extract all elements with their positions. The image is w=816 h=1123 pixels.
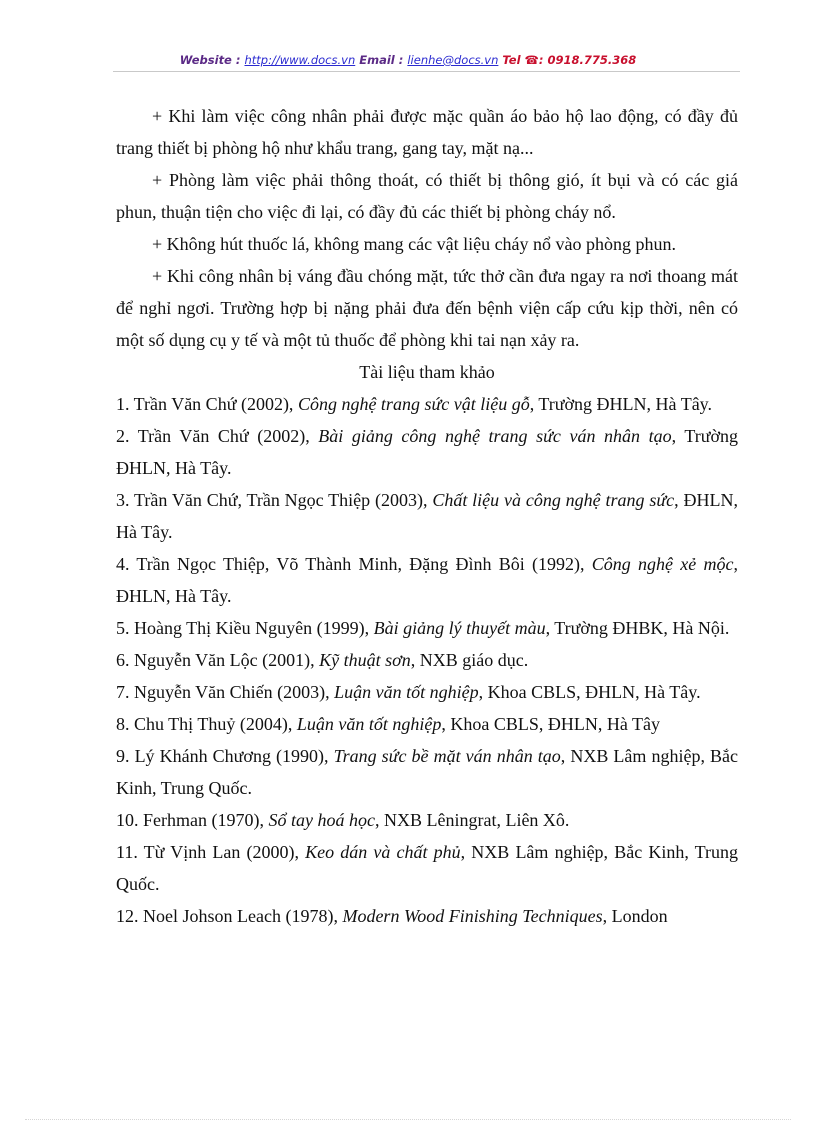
website-link[interactable]: http://www.docs.vn [244,53,356,67]
paragraph: + Khi công nhân bị váng đầu chóng mặt, tức thở cần đưa ngay ra nơi thoang mát để nghỉ ngơi. Trường hợp bị nặng phải đưa đến bệnh viện cấp cứu kịp thời, nên có một số dụng cụ y tế và một tủ thuốc để phòng khi tai nạn xảy ra. [116,266,738,350]
phone-icon: ☎ [524,53,539,67]
reference-publisher: , NXB giáo dục. [410,650,529,670]
tel-number: : 0918.775.368 [538,53,637,67]
reference-publisher: , NXB Lâm nghiệp, Bắc Kinh, Trung Quốc. [116,842,738,894]
references-heading: Tài liệu tham khảo [359,362,495,382]
reference-title: Chất liệu và công nghệ trang sức [432,490,675,510]
reference-item [116,644,738,676]
reference-author: 1. Trần Văn Chứ (2002), [116,394,298,414]
reference-item [116,388,738,420]
reference-publisher: , Khoa CBLS, ĐHLN, Hà Tây [441,714,660,734]
page-header [0,53,816,67]
reference-author: 2. Trần Văn Chứ (2002), [116,426,319,446]
reference-title: Sổ tay hoá học [268,810,375,830]
reference-publisher: , NXB Lâm nghiệp, Bắc Kinh, Trung Quốc. [116,746,738,798]
reference-title: Kỹ thuật sơn [319,650,411,670]
reference-author: 11. Từ Vịnh Lan (2000), [116,842,306,862]
reference-publisher: , Khoa CBLS, ĐHLN, Hà Tây. [478,682,701,702]
header-divider [113,71,740,72]
reference-item [116,900,738,932]
paragraph: + Khi làm việc công nhân phải được mặc quần áo bảo hộ lao động, có đầy đủ trang thiết bị phòng hộ như khẩu trang, gang tay, mặt nạ... [116,106,738,158]
reference-item [116,612,738,644]
reference-author: 4. Trần Ngọc Thiệp, Võ Thành Minh, Đặng Đình Bôi (1992), [116,554,592,574]
reference-author: 5. Hoàng Thị Kiều Nguyên (1999), [116,618,374,638]
reference-title: Keo dán và chất phủ [305,842,461,862]
reference-author: 6. Nguyễn Văn Lộc (2001), [116,650,320,670]
reference-publisher: , NXB Lêningrat, Liên Xô. [374,810,570,830]
reference-item [116,804,738,836]
reference-author: 10. Ferhman (1970), [116,810,269,830]
reference-item [116,708,738,740]
reference-title: Modern Wood Finishing Techniques [342,906,603,926]
reference-title: Bài giảng lý thuyết màu [373,618,546,638]
reference-item [116,548,738,612]
paragraph: + Không hút thuốc lá, không mang các vật liệu cháy nổ vào phòng phun. [152,234,677,254]
reference-publisher: , Trường ĐHLN, Hà Tây. [529,394,713,414]
reference-author: 12. Noel Johson Leach (1978), [116,906,343,926]
reference-publisher: , Trường ĐHLN, Hà Tây. [116,426,738,478]
reference-author: 3. Trần Văn Chứ, Trần Ngọc Thiệp (2003), [116,490,433,510]
reference-title: Công nghệ trang sức vật liệu gỗ [297,394,530,414]
reference-item [116,836,738,900]
reference-title: Luận văn tốt nghiệp [334,682,479,702]
reference-title: Luận văn tốt nghiệp [296,714,442,734]
reference-publisher: , London [602,906,668,926]
reference-item [116,420,738,484]
reference-item [116,676,738,708]
reference-author: 7. Nguyễn Văn Chiến (2003), [116,682,335,702]
email-link[interactable]: lienhe@docs.vn [407,53,499,67]
reference-title: Công nghệ xẻ mộc [591,554,734,574]
website-label: Website : [179,53,245,67]
footer-divider [25,1119,791,1120]
reference-author: 9. Lý Khánh Chương (1990), [116,746,334,766]
reference-publisher: , ĐHLN, Hà Tây. [116,490,738,542]
email-label: Email : [359,53,408,67]
reference-item [116,740,738,804]
tel-label: Tel [502,53,525,67]
reference-item [116,484,738,548]
reference-author: 8. Chu Thị Thuỷ (2004), [116,714,297,734]
reference-publisher: , Trường ĐHBK, Hà Nội. [545,618,730,638]
reference-title: Bài giảng công nghệ trang sức ván nhân tạo [318,426,672,446]
reference-publisher: , ĐHLN, Hà Tây. [116,554,738,606]
paragraph: + Phòng làm việc phải thông thoát, có thiết bị thông gió, ít bụi và có các giá phun, thuận tiện cho việc đi lại, có đầy đủ các thiết bị phòng cháy nổ. [116,170,738,222]
reference-list [116,388,738,932]
reference-title: Trang sức bề mặt ván nhân tạo [333,746,561,766]
document-body [116,100,738,932]
